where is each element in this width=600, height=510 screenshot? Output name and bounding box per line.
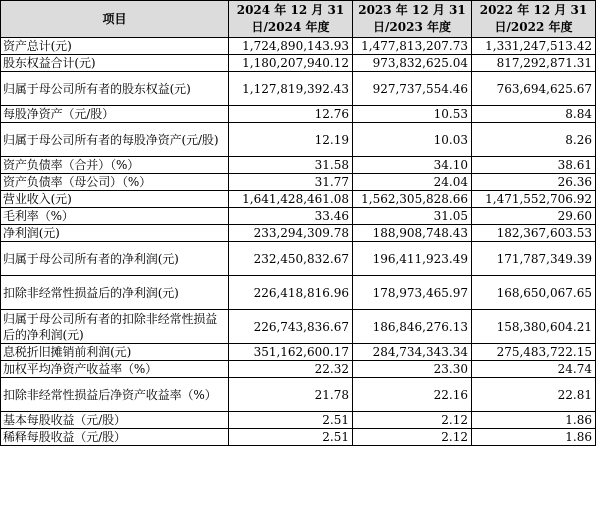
value-2022: 8.26 <box>472 123 596 157</box>
table-row <box>1 191 596 208</box>
value-2023: 22.16 <box>353 378 472 412</box>
value-2023: 2.12 <box>353 412 472 429</box>
table-row <box>1 72 596 106</box>
value-2023: 196,411,923.49 <box>353 242 472 276</box>
value-2022: 24.74 <box>472 361 596 378</box>
table-row <box>1 174 596 191</box>
row-label: 营业收入(元) <box>1 191 229 208</box>
header-2023: 2023 年 12 月 31 日/2023 年度 <box>353 1 472 38</box>
value-2023: 24.04 <box>353 174 472 191</box>
value-2024: 31.77 <box>229 174 353 191</box>
value-2022: 8.84 <box>472 106 596 123</box>
table-row <box>1 123 596 157</box>
value-2024: 33.46 <box>229 208 353 225</box>
value-2023: 31.05 <box>353 208 472 225</box>
table-row <box>1 38 596 55</box>
value-2023: 10.03 <box>353 123 472 157</box>
row-label: 股东权益合计(元) <box>1 55 229 72</box>
row-label: 归属于母公司所有者的股东权益(元) <box>1 72 229 106</box>
value-2023: 1,477,813,207.73 <box>353 38 472 55</box>
value-2022: 29.60 <box>472 208 596 225</box>
table-row <box>1 276 596 310</box>
value-2022: 168,650,067.65 <box>472 276 596 310</box>
value-2023: 186,846,276.13 <box>353 310 472 344</box>
value-2023: 1,562,305,828.66 <box>353 191 472 208</box>
value-2023: 10.53 <box>353 106 472 123</box>
value-2022: 38.61 <box>472 157 596 174</box>
table-row <box>1 344 596 361</box>
row-label: 归属于母公司所有者的扣除非经常性损益后的净利润(元) <box>1 310 229 344</box>
value-2023: 927,737,554.46 <box>353 72 472 106</box>
value-2022: 763,694,625.67 <box>472 72 596 106</box>
value-2023: 34.10 <box>353 157 472 174</box>
value-2024: 226,418,816.96 <box>229 276 353 310</box>
value-2023: 23.30 <box>353 361 472 378</box>
value-2023: 188,908,748.43 <box>353 225 472 242</box>
row-label: 息税折旧摊销前利润(元) <box>1 344 229 361</box>
value-2024: 1,641,428,461.08 <box>229 191 353 208</box>
value-2024: 2.51 <box>229 429 353 446</box>
value-2023: 2.12 <box>353 429 472 446</box>
value-2022: 22.81 <box>472 378 596 412</box>
row-label: 每股净资产（元/股） <box>1 106 229 123</box>
row-label: 扣除非经常性损益后净资产收益率（%） <box>1 378 229 412</box>
row-label: 资产负债率（母公司）（%） <box>1 174 229 191</box>
row-label: 资产负债率（合并）（%） <box>1 157 229 174</box>
table-row <box>1 106 596 123</box>
table-row <box>1 310 596 344</box>
table-header-row <box>1 1 596 38</box>
table-row <box>1 208 596 225</box>
row-label: 毛利率（%） <box>1 208 229 225</box>
value-2024: 22.32 <box>229 361 353 378</box>
row-label: 基本每股收益（元/股） <box>1 412 229 429</box>
header-2024: 2024 年 12 月 31 日/2024 年度 <box>229 1 353 38</box>
value-2022: 1,331,247,513.42 <box>472 38 596 55</box>
table-row <box>1 225 596 242</box>
value-2024: 226,743,836.67 <box>229 310 353 344</box>
value-2022: 275,483,722.15 <box>472 344 596 361</box>
value-2024: 351,162,600.17 <box>229 344 353 361</box>
value-2022: 182,367,603.53 <box>472 225 596 242</box>
table-row <box>1 157 596 174</box>
row-label: 归属于母公司所有者的每股净资产(元/股) <box>1 123 229 157</box>
value-2022: 26.36 <box>472 174 596 191</box>
value-2024: 1,724,890,143.93 <box>229 38 353 55</box>
header-2022: 2022 年 12 月 31 日/2022 年度 <box>472 1 596 38</box>
table-row <box>1 242 596 276</box>
value-2024: 2.51 <box>229 412 353 429</box>
row-label: 净利润(元) <box>1 225 229 242</box>
table-row <box>1 429 596 446</box>
value-2024: 21.78 <box>229 378 353 412</box>
row-label: 稀释每股收益（元/股） <box>1 429 229 446</box>
table-row <box>1 378 596 412</box>
value-2024: 1,127,819,392.43 <box>229 72 353 106</box>
table-row <box>1 55 596 72</box>
value-2024: 31.58 <box>229 157 353 174</box>
row-label: 扣除非经常性损益后的净利润(元) <box>1 276 229 310</box>
header-item: 项目 <box>1 1 229 38</box>
value-2023: 178,973,465.97 <box>353 276 472 310</box>
value-2022: 1.86 <box>472 412 596 429</box>
value-2024: 233,294,309.78 <box>229 225 353 242</box>
row-label: 资产总计(元) <box>1 38 229 55</box>
value-2022: 817,292,871.31 <box>472 55 596 72</box>
value-2024: 1,180,207,940.12 <box>229 55 353 72</box>
value-2022: 158,380,604.21 <box>472 310 596 344</box>
value-2022: 1.86 <box>472 429 596 446</box>
value-2023: 973,832,625.04 <box>353 55 472 72</box>
value-2024: 12.19 <box>229 123 353 157</box>
row-label: 加权平均净资产收益率（%） <box>1 361 229 378</box>
table-row <box>1 412 596 429</box>
value-2023: 284,734,343.34 <box>353 344 472 361</box>
value-2022: 1,471,552,706.92 <box>472 191 596 208</box>
value-2024: 232,450,832.67 <box>229 242 353 276</box>
value-2022: 171,787,349.39 <box>472 242 596 276</box>
value-2024: 12.76 <box>229 106 353 123</box>
row-label: 归属于母公司所有者的净利润(元) <box>1 242 229 276</box>
table-row <box>1 361 596 378</box>
